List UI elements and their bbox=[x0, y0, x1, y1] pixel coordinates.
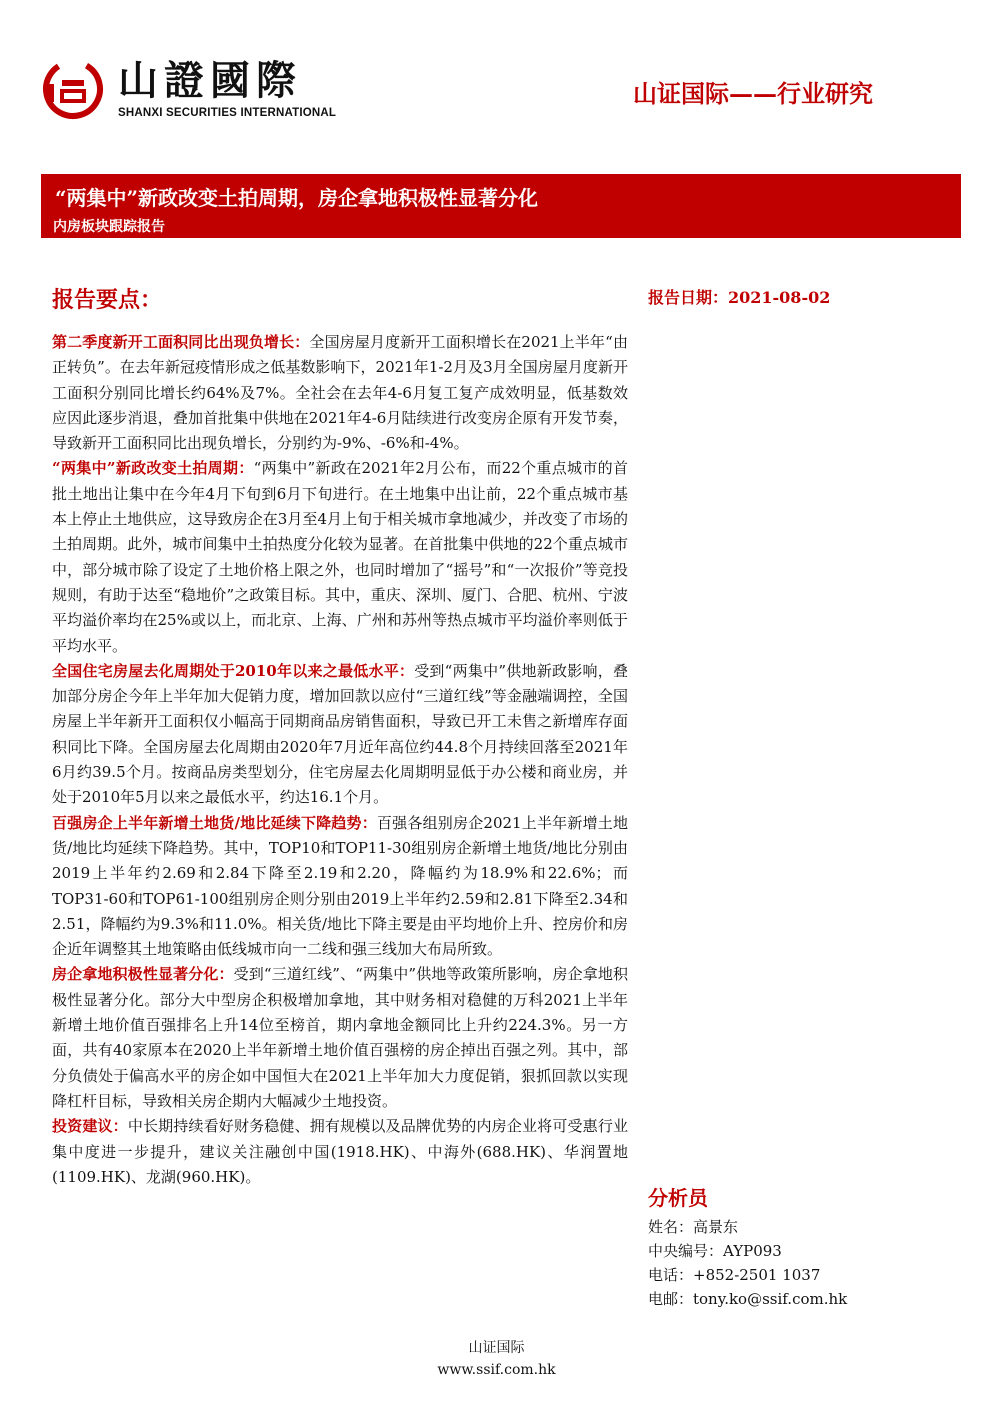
report-subtitle: 内房板块跟踪报告 bbox=[53, 219, 165, 235]
title-banner bbox=[41, 174, 961, 238]
section-title: 报告要点： bbox=[52, 287, 163, 313]
key-points bbox=[52, 330, 628, 1190]
paragraph bbox=[52, 456, 628, 658]
footer-company: 山证国际 bbox=[468, 1340, 525, 1356]
paragraph-heading: 百强房企上半年新增土地货/地比延续下降趋势： bbox=[52, 813, 377, 832]
paragraph-text: 百强各组别房企2021上半年新增土地货/地比均延续下降趋势。其中，TOP10和TOP11-30组别房企新增土地货/地比分别由2019上半年约2.69和2.84下降至2.19和2.20，降幅约为18.9%和22.6%；而TOP31-60和TOP61-100组别房企则分别由2019上半年约2.59和2.81下降至2.34和2.51，降幅约为9.3%和11.0%。相关货/地比下降主要是由平均地价上升、控房价和房企近年调整其土地策略由低线城市向一二线和强三线加大布局所致。 bbox=[52, 813, 628, 959]
paragraph-heading: 第二季度新开工面积同比出现负增长： bbox=[52, 333, 310, 351]
logo-mark-icon bbox=[42, 58, 104, 120]
report-date: 报告日期：2021-08-02 bbox=[648, 288, 831, 307]
analyst-email[interactable]: 电邮：tony.ko@ssif.com.hk bbox=[648, 1290, 848, 1308]
paragraph-heading: 房企拿地积极性显著分化： bbox=[52, 965, 234, 984]
analyst-info bbox=[648, 1182, 898, 1311]
paragraph bbox=[52, 811, 628, 963]
paragraph bbox=[52, 1114, 628, 1190]
analyst-title: 分析员 bbox=[648, 1186, 708, 1210]
report-category: 山证国际——行业研究 bbox=[633, 79, 873, 108]
logo-chinese-name: 山證國際 bbox=[118, 58, 302, 104]
company-logo bbox=[42, 58, 336, 120]
footer-website[interactable]: www.ssif.com.hk bbox=[437, 1362, 556, 1378]
paragraph-heading: 投资建议： bbox=[52, 1117, 128, 1136]
paragraph bbox=[52, 962, 628, 1114]
paragraph-heading: “两集中”新政改变土拍周期： bbox=[52, 459, 254, 478]
paragraph-text: 全国房屋月度新开工面积增长在2021上半年“由正转负”。在去年新冠疫情形成之低基数影响下，2021年1-2月及3月全国房屋月度新开工面积分别同比增长约64%及7%。全社会在去年4-6月复工复产成效明显，低基数效应因此逐步消退，叠加首批集中供地在2021年4-6月陆续进行改变房企原有开发节奏，导致新开工面积同比出现负增长，分别约为-9%、-6%和-4%。 bbox=[52, 333, 628, 453]
paragraph-text: 受到“两集中”供地新政影响，叠加部分房企今年上半年加大促销力度，增加回款以应付“三道红线”等金融端调控，全国房屋上半年新开工面积仅小幅高于同期商品房销售面积，导致已开工未售之新增库存面积同比下降。全国房屋去化周期由2020年7月近年高位约44.8个月持续回落至2021年6月约39.5个月。按商品房类型划分，住宅房屋去化周期明显低于办公楼和商业房，并处于2010年5月以来之最低水平，约达16.1个月。 bbox=[52, 661, 628, 807]
report-title: “两集中”新政改变土拍周期，房企拿地积极性显著分化 bbox=[55, 186, 539, 210]
logo-english-name: SHANXI SECURITIES INTERNATIONAL bbox=[118, 107, 337, 119]
analyst-id: 中央编号：AYP093 bbox=[648, 1242, 782, 1260]
analyst-name: 姓名：高景东 bbox=[648, 1218, 739, 1236]
paragraph bbox=[52, 330, 628, 456]
analyst-phone: 电话：+852-2501 1037 bbox=[648, 1266, 821, 1284]
paragraph-text: 中长期持续看好财务稳健、拥有规模以及品牌优势的内房企业将可受惠行业集中度进一步提升，建议关注融创中国(1918.HK)、中海外(688.HK)、华润置地(1109.HK)、龙湖(960.HK)。 bbox=[52, 1117, 628, 1186]
paragraph-text: 受到“三道红线”、“两集中”供地等政策所影响，房企拿地积极性显著分化。部分大中型房企积极增加拿地，其中财务相对稳健的万科2021上半年新增土地价值百强排名上升14位至榜首，期内拿地金额同比上升约224.3%。另一方面，共有40家原本在2020上半年新增土地价值百强榜的房企掉出百强之列。其中，部分负债处于偏高水平的房企如中国恒大在2021上半年加大力度促销，狠抓回款以实现降杠杆目标，导致相关房企期内大幅减少土地投资。 bbox=[52, 965, 628, 1110]
paragraph-heading: 全国住宅房屋去化周期处于2010年以来之最低水平： bbox=[52, 661, 415, 680]
paragraph-text: “两集中”新政在2021年2月公布，而22个重点城市的首批土地出让集中在今年4月下旬到6月下旬进行。在土地集中出让前，22个重点城市基本上停止土地供应，这导致房企在3月至4月上旬于相关城市拿地减少，并改变了市场的土拍周期。此外，城市间集中土拍热度分化较为显著。在首批集中供地的22个重点城市中，部分城市除了设定了土地价格上限之外，也同时增加了“摇号”和“一次报价”等竞投规则，有助于达至“稳地价”之政策目标。其中，重庆、深圳、厦门、合肥、杭州、宁波平均溢价率均在25%或以上，而北京、上海、广州和苏州等热点城市平均溢价率则低于平均水平。 bbox=[52, 459, 628, 655]
paragraph bbox=[52, 659, 628, 811]
